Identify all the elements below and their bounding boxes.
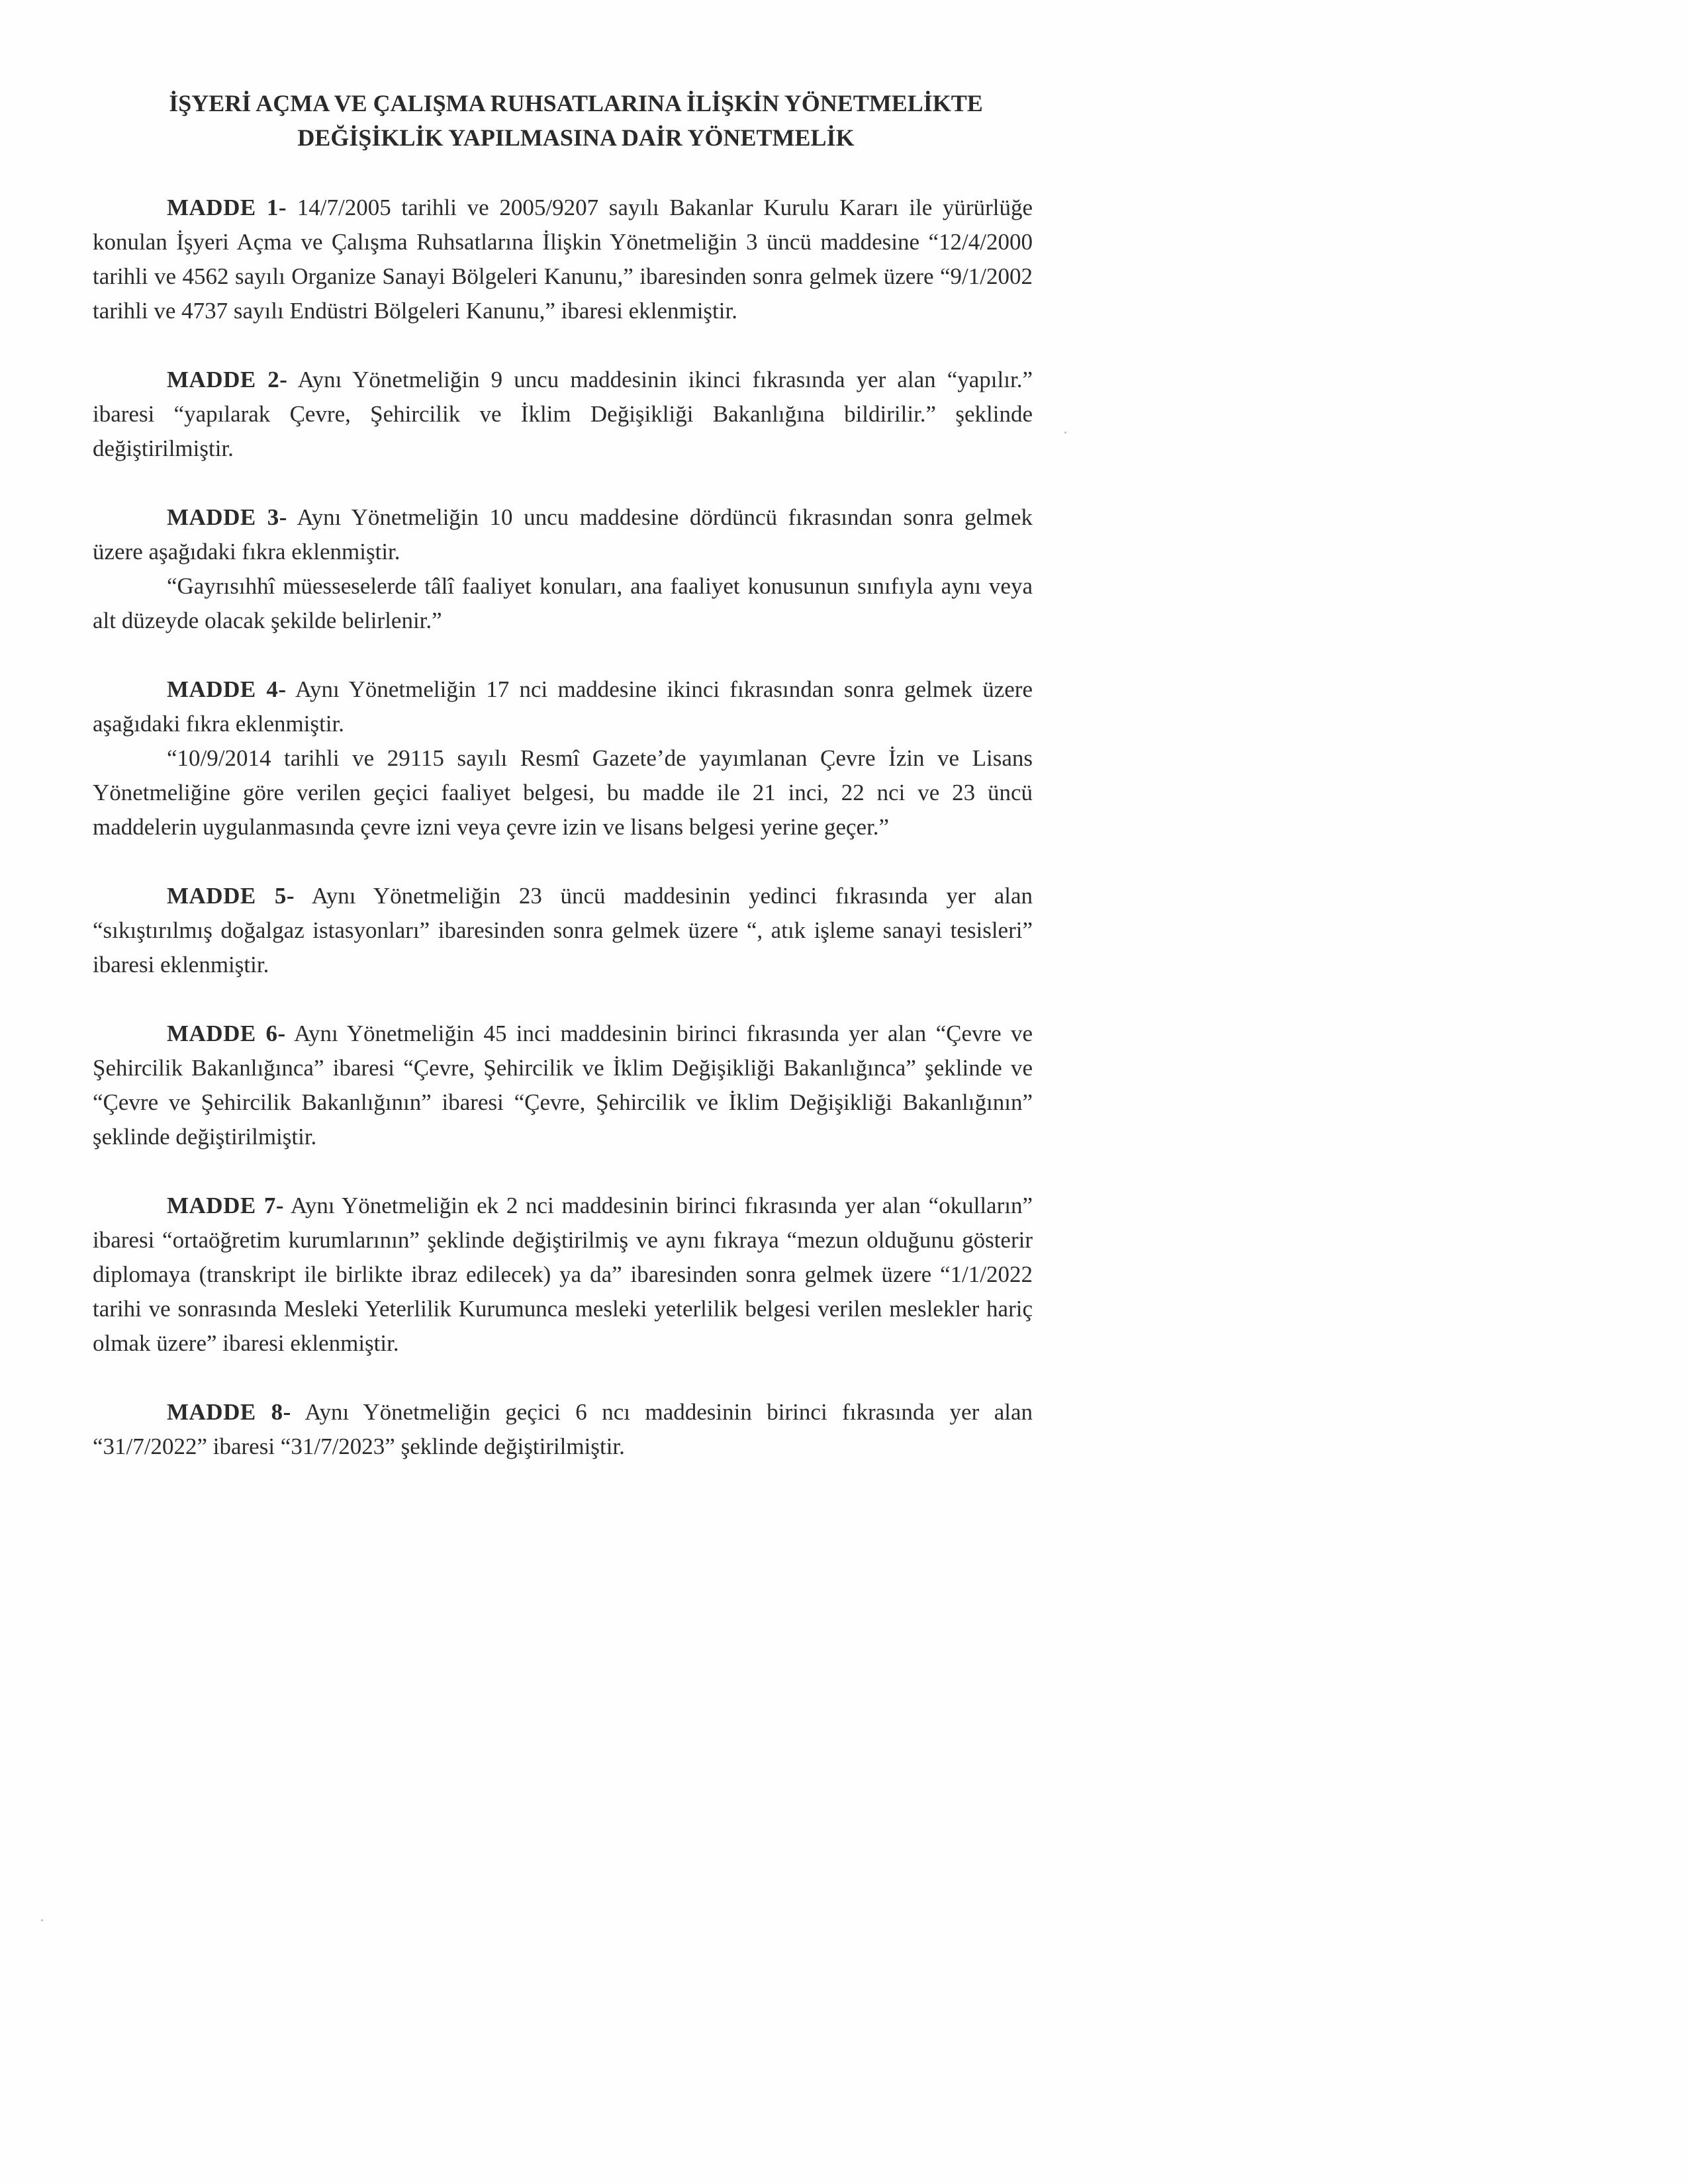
- article-2-label: MADDE 2-: [167, 367, 288, 392]
- article-5: [93, 879, 1033, 982]
- article-6-label: MADDE 6-: [167, 1021, 286, 1046]
- article-7-paragraph: [93, 1189, 1033, 1361]
- article-3: [93, 500, 1033, 638]
- scan-speck: [1064, 432, 1066, 433]
- article-8-label: MADDE 8-: [167, 1399, 291, 1425]
- article-5-label: MADDE 5-: [167, 883, 295, 909]
- article-2-paragraph: [93, 363, 1033, 466]
- article-6-paragraph: [93, 1017, 1033, 1154]
- article-1-text: 14/7/2005 tarihli ve 2005/9207 sayılı Bakanlar Kurulu Kararı ile yürürlüğe konulan İşyeri Açma ve Çalışma Ruhsatlarına İlişkin Yönetmeliğin 3 üncü maddesine “12/4/2000 tarihli ve 4562 sayılı Organize Sanayi Bölgeleri Kanunu,” ibaresinden sonra gelmek üzere “9/1/2002 tarihli ve 4737 sayılı Endüstri Bölgeleri Kanunu,” ibaresi eklenmiştir.: [93, 195, 1033, 324]
- article-4: [93, 672, 1033, 844]
- article-7: [93, 1189, 1033, 1361]
- article-4-quote: “10/9/2014 tarihli ve 29115 sayılı Resmî Gazete’de yayımlanan Çevre İzin ve Lisans Yönetmeliğine göre verilen geçici faaliyet belgesi, bu madde ile 21 inci, 22 nci ve 23 üncü maddelerin uygulanmasında çevre izni veya çevre izin ve lisans belgesi yerine geçer.”: [93, 745, 1033, 840]
- title-line-1: İŞYERİ AÇMA VE ÇALIŞMA RUHSATLARINA İLİŞKİN YÖNETMELİKTE: [169, 90, 983, 116]
- article-5-paragraph: [93, 879, 1033, 982]
- scan-speck: [41, 1919, 43, 1921]
- article-3-text: Aynı Yönetmeliğin 10 uncu maddesine dördüncü fıkrasından sonra gelmek üzere aşağıdaki fıkra eklenmiştir.: [93, 504, 1033, 565]
- article-7-text: Aynı Yönetmeliğin ek 2 nci maddesinin birinci fıkrasında yer alan “okulların” ibaresi “ortaöğretim kurumlarının” şeklinde değiştirilmiş ve aynı fıkraya “mezun olduğunu gösterir diplomaya (transkript ile birlikte ibraz edilecek) ya da” ibaresinden sonra gelmek üzere “1/1/2022 tarihi ve sonrasında Mesleki Yeterlilik Kurumunca mesleki yeterlilik belgesi verilen meslekler hariç olmak üzere” ibaresi eklenmiştir.: [93, 1193, 1033, 1356]
- article-1-label: MADDE 1-: [167, 195, 287, 220]
- article-6: [93, 1017, 1033, 1154]
- article-1-paragraph: [93, 191, 1033, 328]
- article-8-paragraph: [93, 1395, 1033, 1464]
- article-6-text: Aynı Yönetmeliğin 45 inci maddesinin birinci fıkrasında yer alan “Çevre ve Şehircilik Bakanlığınca” ibaresi “Çevre, Şehircilik ve İklim Değişikliği Bakanlığınca” şeklinde ve “Çevre ve Şehircilik Bakanlığının” ibaresi “Çevre, Şehircilik ve İklim Değişikliği Bakanlığının” şeklinde değiştirilmiştir.: [93, 1021, 1033, 1150]
- article-3-quote: “Gayrısıhhî müesseselerde tâlî faaliyet konuları, ana faaliyet konusunun sınıfıyla aynı veya alt düzeyde olacak şekilde belirlenir.”: [93, 573, 1033, 633]
- article-2: [93, 363, 1033, 466]
- article-8-text: Aynı Yönetmeliğin geçici 6 ncı maddesinin birinci fıkrasında yer alan “31/7/2022” ibaresi “31/7/2023” şeklinde değiştirilmiştir.: [93, 1399, 1033, 1459]
- article-2-text: Aynı Yönetmeliğin 9 uncu maddesinin ikinci fıkrasında yer alan “yapılır.” ibaresi “yapılarak Çevre, Şehircilik ve İklim Değişikliği Bakanlığına bildirilir.” şeklinde değiştirilmiştir.: [93, 367, 1033, 461]
- article-5-text: Aynı Yönetmeliğin 23 üncü maddesinin yedinci fıkrasında yer alan “sıkıştırılmış doğalgaz istasyonları” ibaresinden sonra gelmek üzere “, atık işleme sanayi tesisleri” ibaresi eklenmiştir.: [93, 883, 1033, 978]
- document-body: [93, 191, 1033, 1498]
- article-4-text: Aynı Yönetmeliğin 17 nci maddesine ikinci fıkrasından sonra gelmek üzere aşağıdaki fıkra eklenmiştir.: [93, 676, 1033, 737]
- title-line-2: DEĞİŞİKLİK YAPILMASINA DAİR YÖNETMELİK: [297, 124, 855, 151]
- article-8: [93, 1395, 1033, 1464]
- article-4-paragraph: [93, 672, 1033, 741]
- document-title: [119, 86, 1033, 155]
- article-4-label: MADDE 4-: [167, 676, 287, 702]
- article-1: [93, 191, 1033, 328]
- article-3-label: MADDE 3-: [167, 504, 287, 530]
- article-3-paragraph: [93, 500, 1033, 569]
- article-7-label: MADDE 7-: [167, 1193, 285, 1218]
